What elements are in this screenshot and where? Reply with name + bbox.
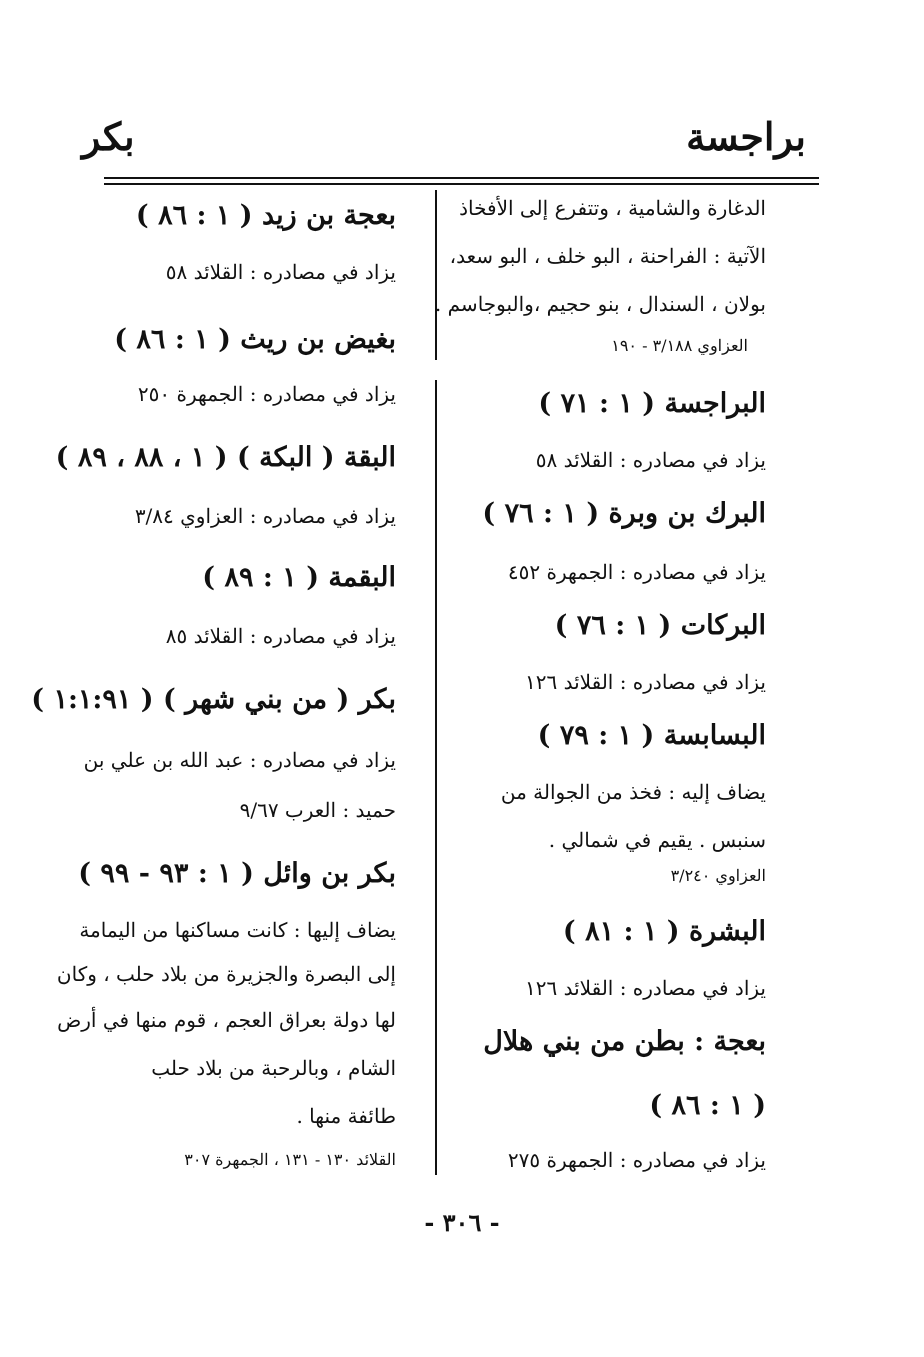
entry-heading: بعجة : بطن من بني هلال	[483, 1026, 766, 1057]
text-line: يزاد في مصادره : القلائد ٨٥	[165, 624, 396, 648]
text-line: بولان ، السندال ، بنو حجيم ،والبوجاسم .	[434, 292, 766, 316]
header-rule	[104, 183, 819, 185]
entry-heading: البراجسة ( ١ : ٧١ )	[538, 388, 766, 419]
text-line: الآتية : الفراحنة ، البو خلف ، البو سعد،	[449, 244, 766, 268]
entry-heading: البركات ( ١ : ٧٦ )	[554, 610, 766, 641]
text-line: يضاف إليه : فخذ من الجوالة من	[500, 780, 766, 804]
column-divider	[435, 380, 437, 1175]
entry-heading: ( ١ : ٨٦ )	[649, 1090, 766, 1121]
text-line: يزاد في مصادره : الجمهرة ٢٧٥	[507, 1148, 766, 1172]
header-left-word: بكر	[82, 114, 135, 159]
page-number: - ٣٠٦ -	[424, 1208, 500, 1237]
entry-heading: بكر بن وائل ( ١ : ٩٣ - ٩٩ )	[78, 858, 396, 889]
text-line: الشام ، وبالرحبة من بلاد حلب	[151, 1056, 396, 1080]
text-line: يزاد في مصادره : العزاوي ٣/٨٤	[134, 504, 396, 528]
text-line: طائفة منها .	[296, 1104, 396, 1128]
reference-line: العزاوي ٣/٢٤٠	[670, 866, 766, 885]
text-line: يزاد في مصادره : عبد الله بن علي بن	[83, 748, 396, 772]
entry-heading: البرك بن وبرة ( ١ : ٧٦ )	[482, 498, 766, 529]
entry-heading: البقة ( البكة ) ( ١ ، ٨٨ ، ٨٩ )	[55, 442, 396, 473]
entry-heading: البشرة ( ١ : ٨١ )	[562, 916, 766, 947]
text-line: يزاد في مصادره : القلائد ١٢٦	[524, 976, 766, 1000]
text-line: يزاد في مصادره : الجمهرة ٢٥٠	[137, 382, 396, 406]
entry-heading: البسابسة ( ١ : ٧٩ )	[537, 720, 766, 751]
text-line: الدغارة والشامية ، وتتفرع إلى الأفخاذ	[459, 196, 766, 220]
column-divider	[435, 190, 437, 360]
text-line: يزاد في مصادره : الجمهرة ٤٥٢	[507, 560, 766, 584]
header-right-word: براجسة	[686, 114, 806, 159]
entry-heading: البقمة ( ١ : ٨٩ )	[202, 562, 396, 593]
entry-heading: بعجة بن زيد ( ١ : ٨٦ )	[135, 200, 396, 231]
reference-line: العزاوي ٣/١٨٨ - ١٩٠	[611, 336, 748, 355]
text-line: إلى البصرة والجزيرة من بلاد حلب ، وكان	[56, 962, 396, 986]
text-line: لها دولة بعراق العجم ، قوم منها في أرض	[57, 1008, 396, 1032]
text-line: يضاف إليها : كانت مساكنها من اليمامة	[79, 918, 396, 942]
text-line: حميد : العرب ٩/٦٧	[239, 798, 396, 822]
text-line: سنبس . يقيم في شمالي .	[548, 828, 766, 852]
text-line: يزاد في مصادره : القلائد ١٢٦	[524, 670, 766, 694]
text-line: يزاد في مصادره : القلائد ٥٨	[165, 260, 396, 284]
header-rule	[104, 177, 819, 179]
text-line: يزاد في مصادره : القلائد ٥٨	[535, 448, 766, 472]
entry-heading: بكر ( من بني شهر ) ( ١:١:٩١ )	[31, 684, 396, 715]
reference-line: القلائد ١٣٠ - ١٣١ ، الجمهرة ٣٠٧	[184, 1150, 396, 1169]
entry-heading: بغيض بن ريث ( ١ : ٨٦ )	[114, 324, 396, 355]
